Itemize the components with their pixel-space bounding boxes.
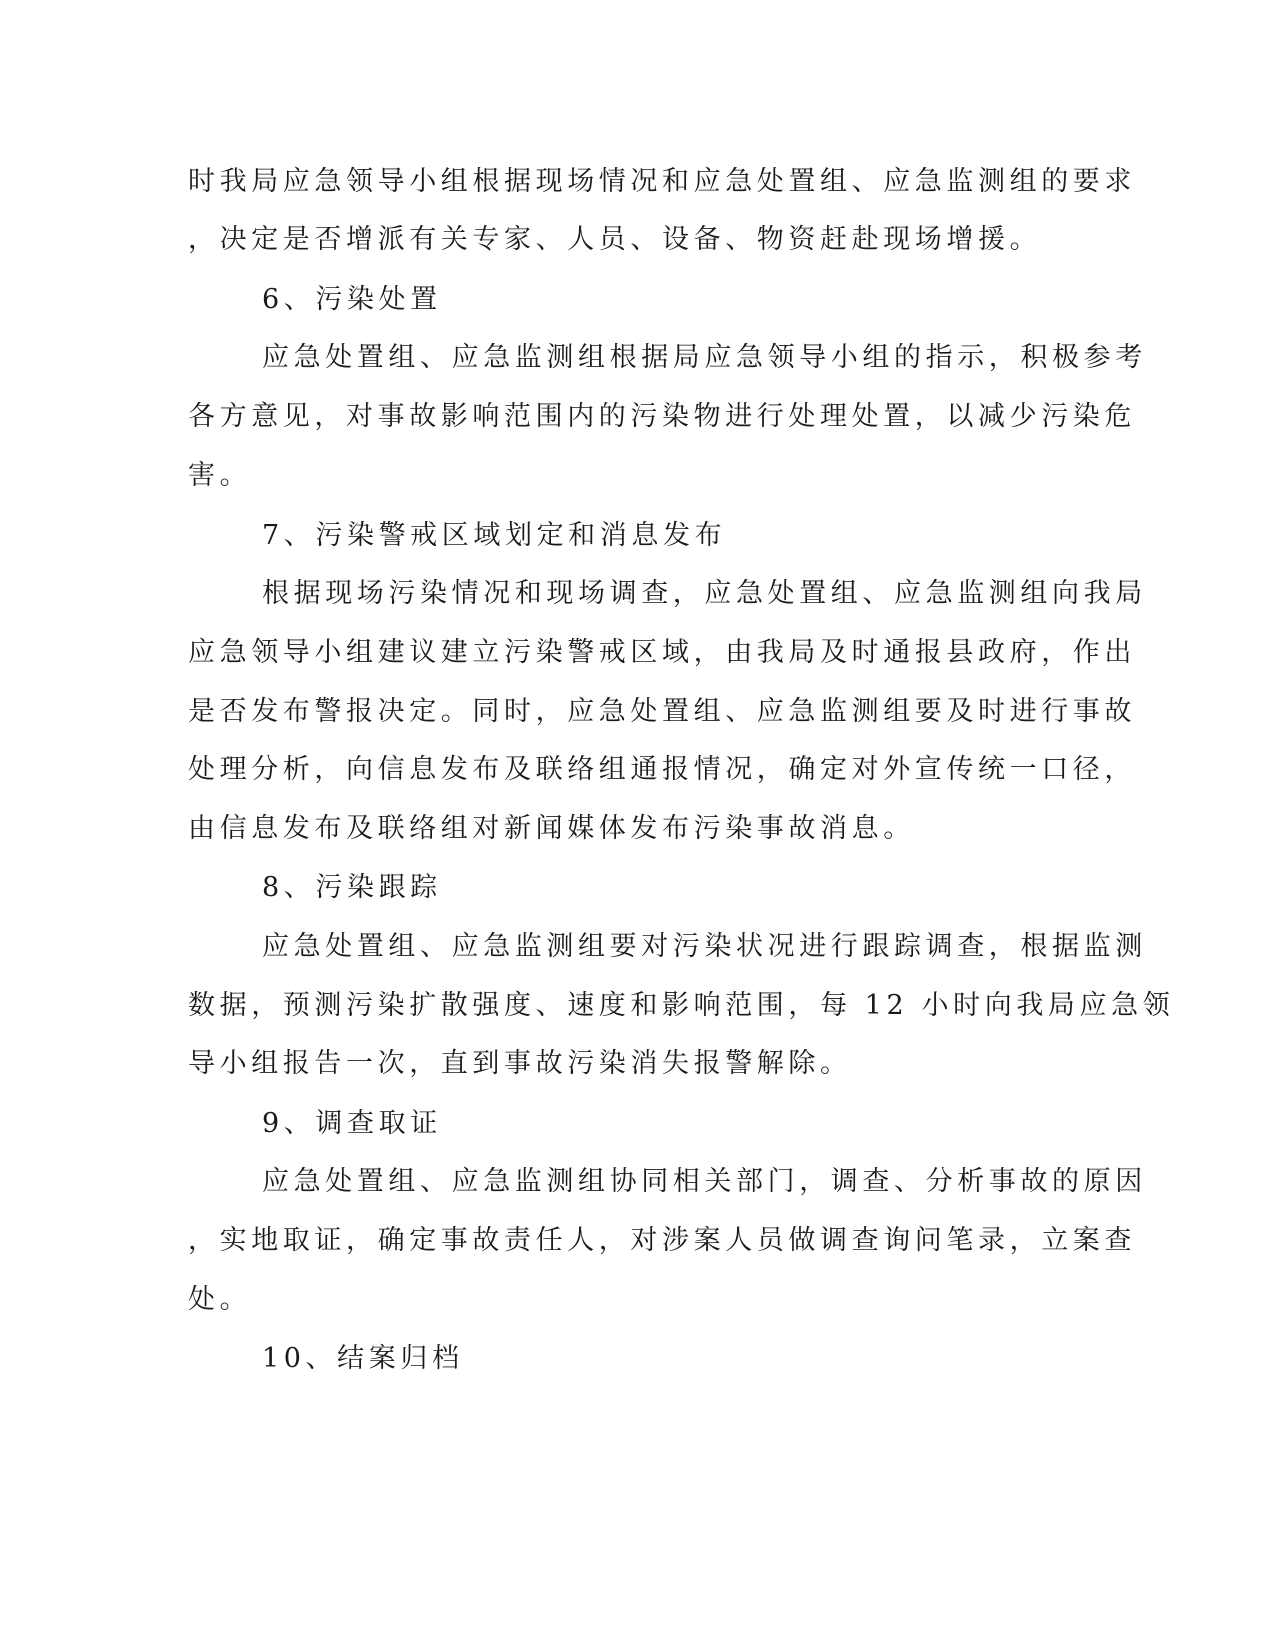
text-line: 各方意见，对事故影响范围内的污染物进行处理处置，以减少污染危: [188, 401, 1136, 432]
text-line: 处。: [188, 1284, 252, 1315]
text-line: 是否发布警报决定。同时，应急处置组、应急监测组要及时进行事故: [188, 696, 1136, 727]
text-line: 根据现场污染情况和现场调查，应急处置组、应急监测组向我局: [262, 578, 1147, 609]
text-line: 数据，预测污染扩散强度、速度和影响范围，每 12 小时向我局应急领: [188, 990, 1175, 1021]
text-line: ，实地取证，确定事故责任人，对涉案人员做调查询问笔录，立案查: [188, 1225, 1136, 1256]
text-line: 害。: [188, 460, 252, 491]
text-line: 导小组报告一次，直到事故污染消失报警解除。: [188, 1048, 852, 1079]
text-line: 应急处置组、应急监测组要对污染状况进行跟踪调查，根据监测: [262, 931, 1147, 962]
text-line: 处理分析，向信息发布及联络组通报情况，确定对外宣传统一口径，: [188, 754, 1136, 785]
text-line: 时我局应急领导小组根据现场情况和应急处置组、应急监测组的要求: [188, 166, 1136, 197]
text-line: 应急领导小组建议建立污染警戒区域，由我局及时通报县政府，作出: [188, 637, 1136, 668]
section-heading-8: 8、污染跟踪: [262, 872, 442, 903]
text-line: 由信息发布及联络组对新闻媒体发布污染事故消息。: [188, 813, 915, 844]
section-heading-10: 10、结案归档: [262, 1343, 464, 1374]
text-line: 应急处置组、应急监测组协同相关部门，调查、分析事故的原因: [262, 1166, 1147, 1197]
text-line: ，决定是否增派有关专家、人员、设备、物资赶赴现场增援。: [188, 224, 1042, 255]
section-heading-7: 7、污染警戒区域划定和消息发布: [262, 520, 727, 551]
text-line: 应急处置组、应急监测组根据局应急领导小组的指示，积极参考: [262, 342, 1147, 373]
section-heading-6: 6、污染处置: [262, 284, 442, 315]
section-heading-9: 9、调查取证: [262, 1108, 442, 1139]
